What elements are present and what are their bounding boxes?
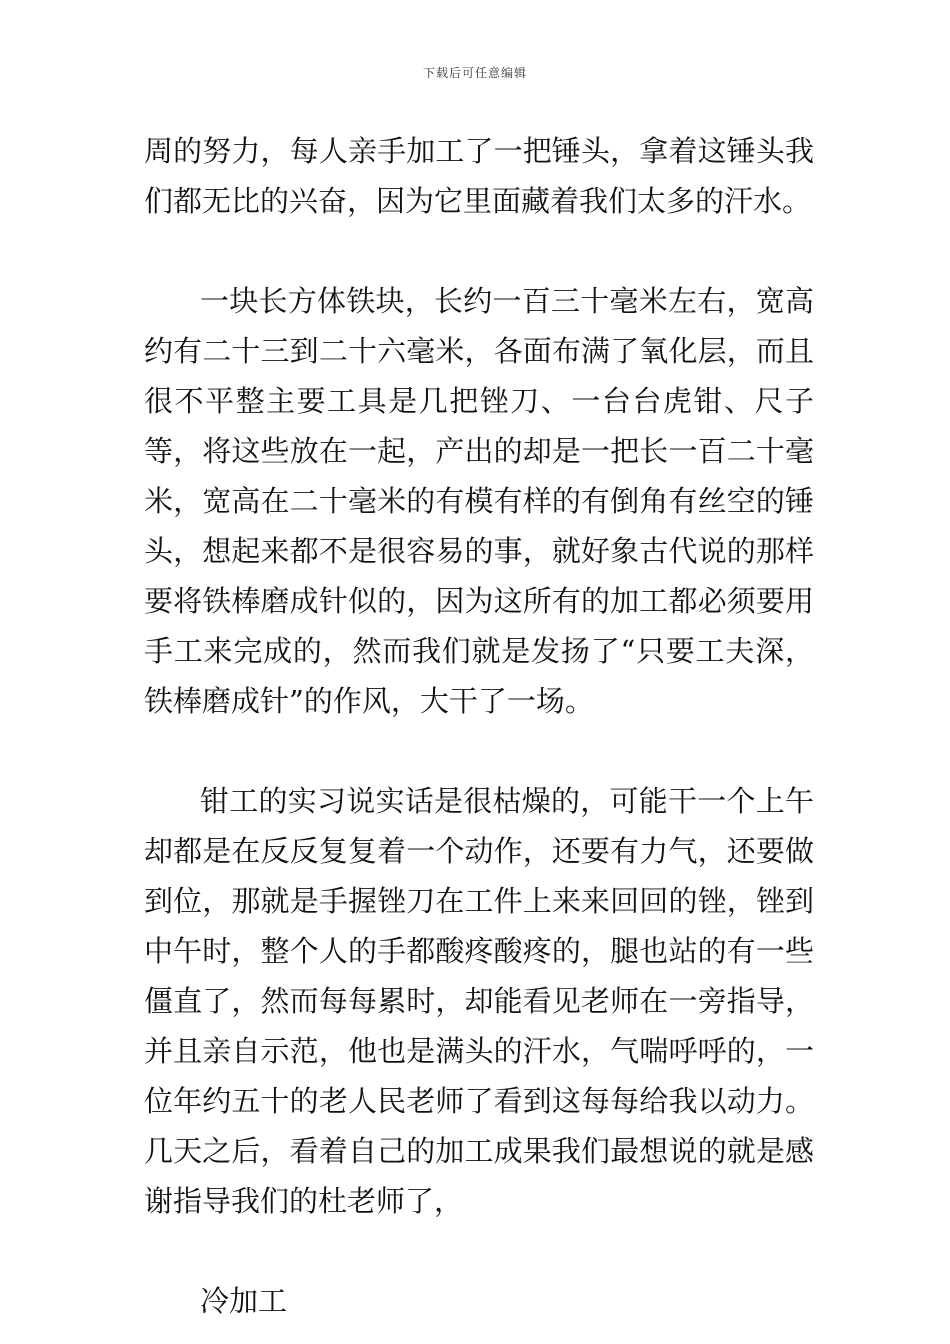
paragraph-fitter-practice: 钳工的实习说实话是很枯燥的，可能干一个上午却都是在反反复复着一个动作，还要有力气，还要做到位，那就是手握锉刀在工件上来来回回的锉，锉到中午时，整个人的手都酸疼酸疼的，腿也站的有一些僵直了，然而每每累时，却能看见老师在一旁指导，并且亲自示范，他也是满头的汗水，气喘呼呼的，一位年约五十的老人民老师了看到这每每给我以动力。几天之后，看着自己的加工成果我们最想说的就是感谢指导我们的杜老师了，: [144, 784, 814, 1218]
paragraph-gap: [144, 726, 814, 776]
section-heading-cold-working: 冷加工: [200, 1284, 288, 1318]
paragraph-gap: [144, 1226, 814, 1276]
paragraph-iron-block: 一块长方体铁块，长约一百三十毫米左右，宽高约有二十三到二十六毫米，各面布满了氧化层，而且很不平整主要工具是几把锉刀、一台台虎钳、尺子等，将这些放在一起，产出的却是一把长一百二十毫米，宽高在二十毫米的有模有样的有倒角有丝空的锤头，想起来都不是很容易的事，就好象古代说的那样要将铁棒磨成针似的，因为这所有的加工都必须要用手工来完成的，然而我们就是发扬了“只要工夫深，铁棒磨成针”的作风，大干了一场。: [144, 284, 814, 718]
paragraph-gap: [144, 226, 814, 276]
document-body: [144, 126, 814, 1326]
page-header: 下载后可任意编辑: [422, 66, 527, 80]
paragraph-continued: 周的努力，每人亲手加工了一把锤头，拿着这锤头我们都无比的兴奋，因为它里面藏着我们太多的汗水。: [144, 134, 814, 218]
